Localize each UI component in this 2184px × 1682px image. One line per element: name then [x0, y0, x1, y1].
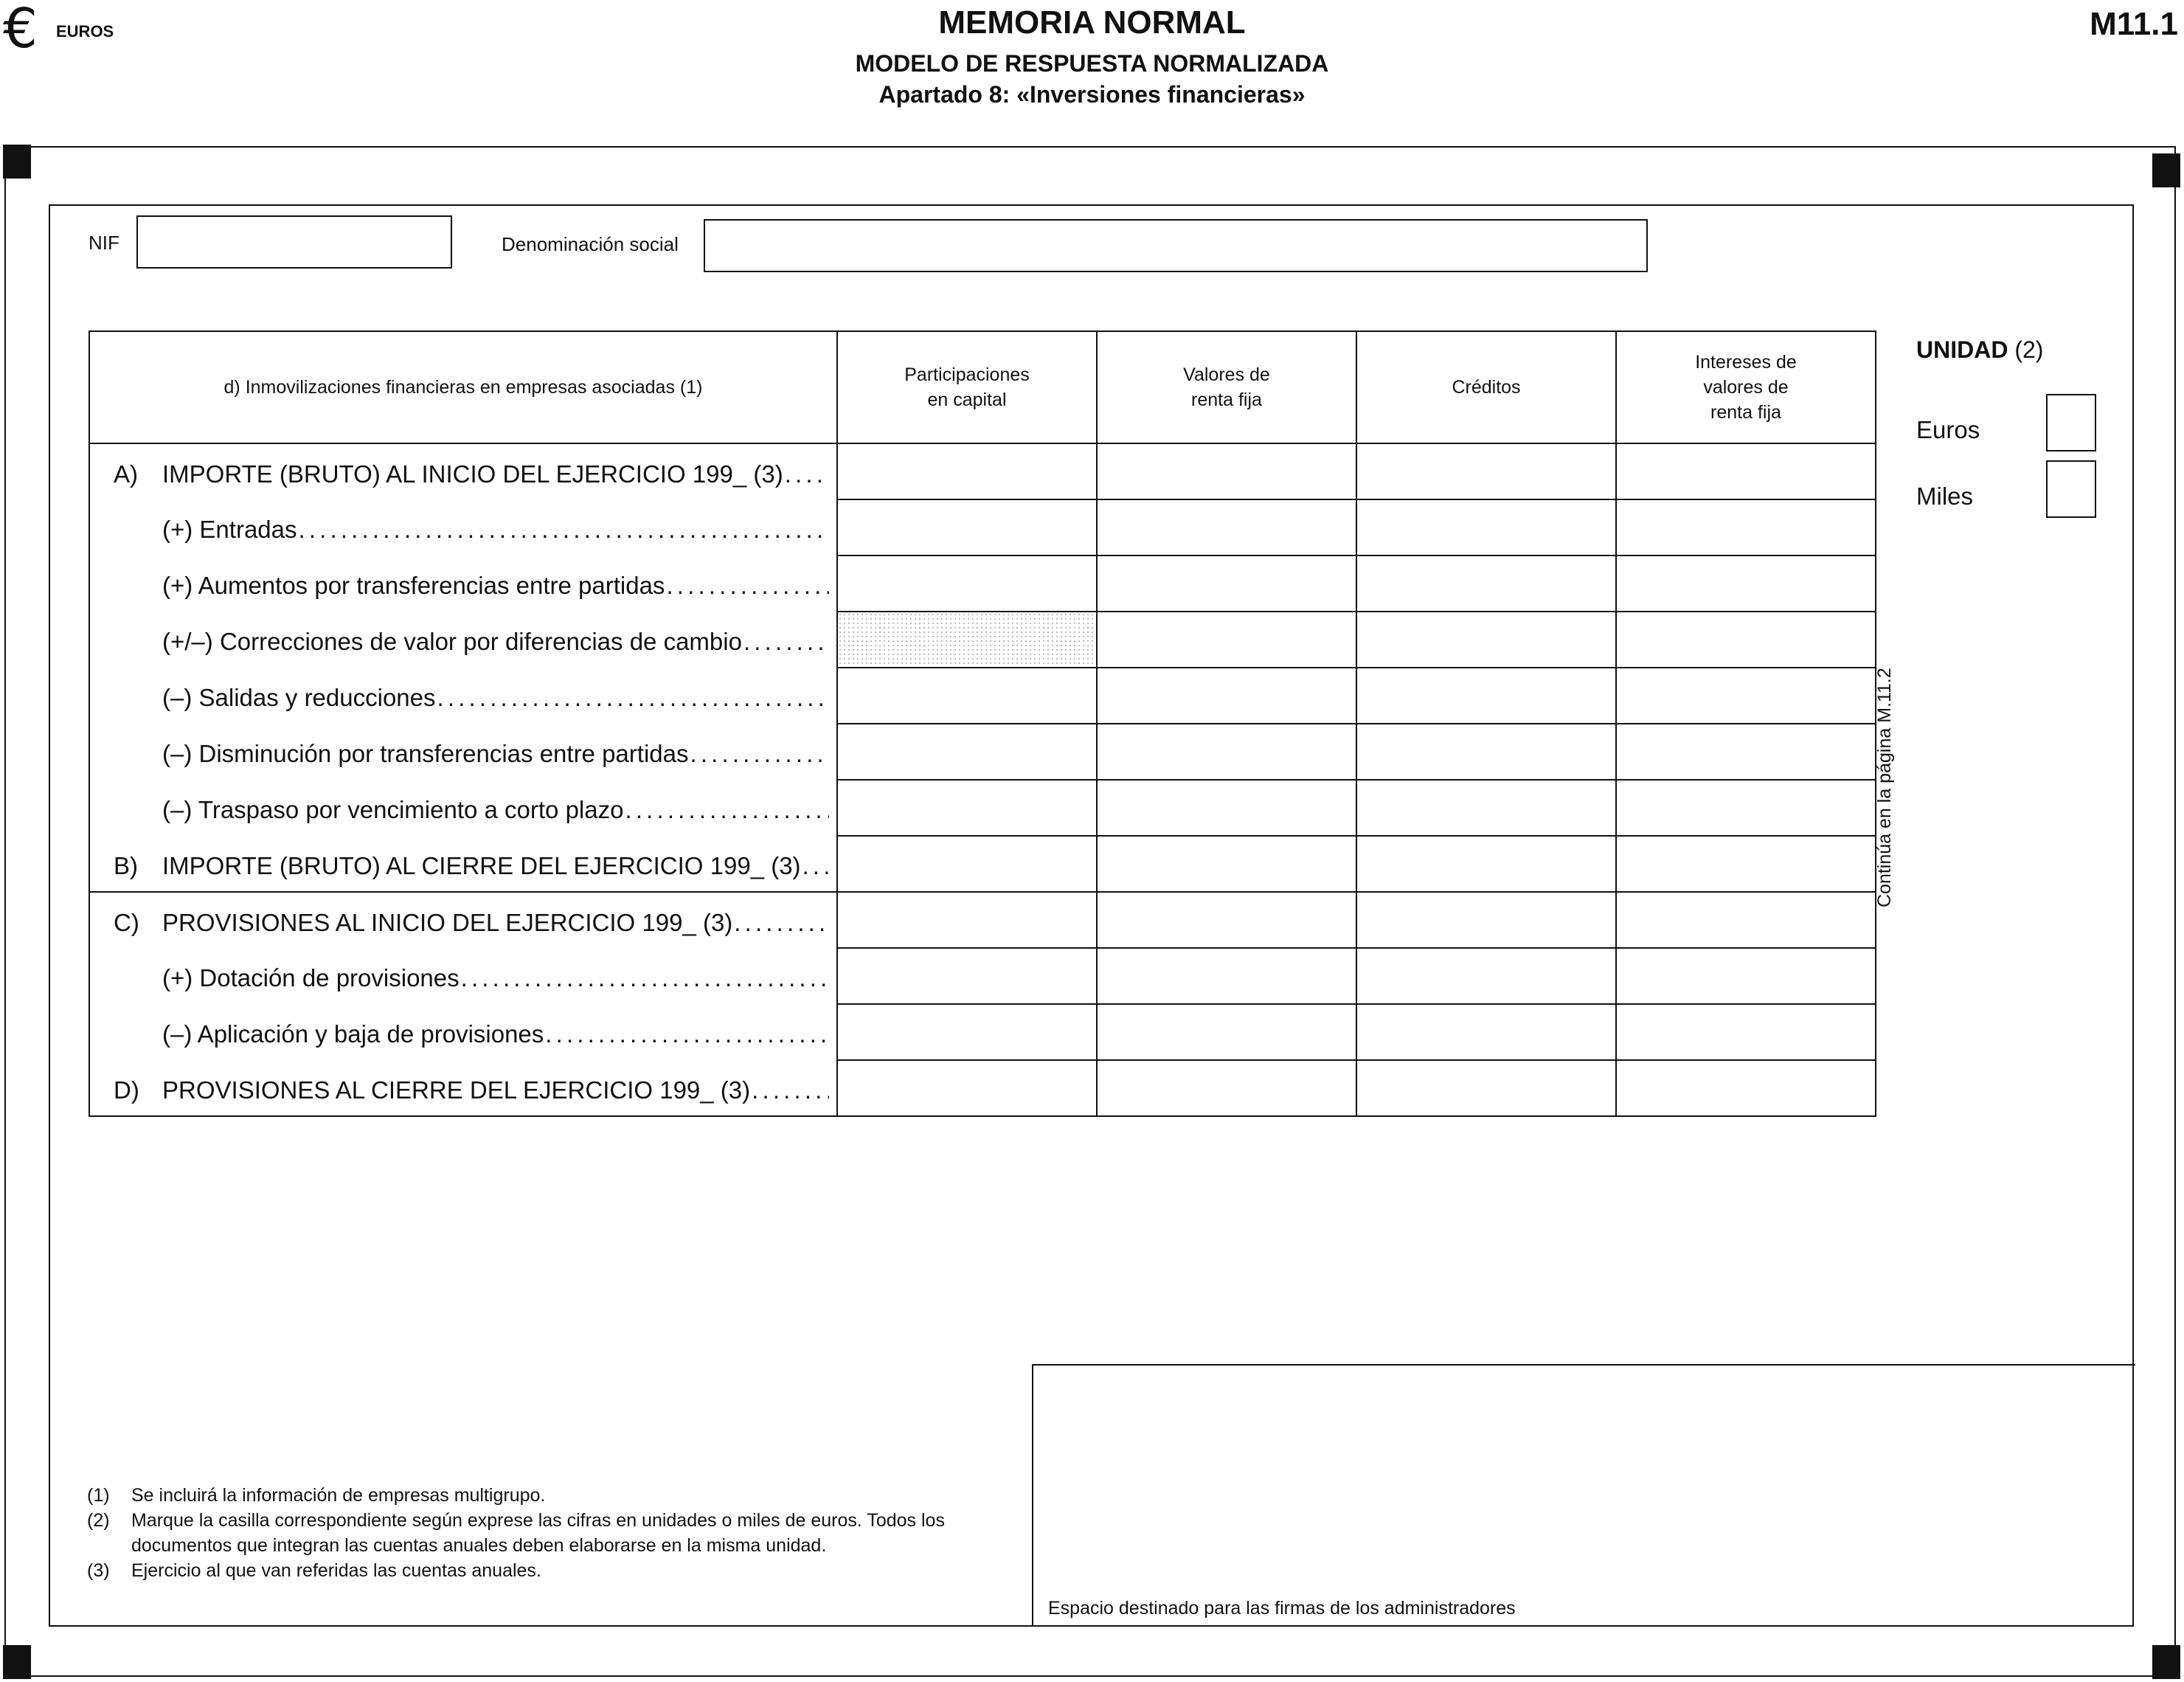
input-cell[interactable] — [1356, 668, 1616, 724]
row-label: (–) Disminución por transferencias entre partidas . . . — [89, 724, 837, 780]
row-label: (–) Salidas y reducciones . . . — [89, 668, 837, 724]
table-row — [89, 612, 1876, 668]
table-row — [89, 443, 1876, 499]
input-cell[interactable] — [1097, 499, 1356, 556]
input-cell[interactable] — [837, 1060, 1097, 1116]
input-cell[interactable] — [1097, 836, 1356, 892]
euro-icon: € — [3, 0, 38, 60]
input-cell[interactable] — [1616, 443, 1876, 499]
footnotes — [87, 1483, 1016, 1583]
input-cell[interactable] — [1616, 556, 1876, 612]
registration-mark — [2152, 1645, 2180, 1679]
col-header-valores: Valores de renta fija — [1097, 331, 1356, 443]
input-cell[interactable] — [1616, 836, 1876, 892]
table-header-row — [89, 331, 1876, 443]
input-cell[interactable] — [1097, 724, 1356, 780]
signature-box[interactable] — [1032, 1364, 2135, 1627]
input-cell[interactable] — [1356, 948, 1616, 1004]
input-cell[interactable] — [1356, 556, 1616, 612]
input-cell[interactable] — [837, 499, 1097, 556]
table-row — [89, 1060, 1876, 1116]
registration-mark — [3, 1645, 31, 1679]
row-label: C) PROVISIONES AL INICIO DEL EJERCICIO 199_ (3) . . . — [89, 892, 837, 948]
table-row — [89, 948, 1876, 1004]
investments-table — [89, 330, 1876, 1117]
table-row — [89, 499, 1876, 556]
input-cell[interactable] — [1097, 612, 1356, 668]
input-cell[interactable] — [1616, 724, 1876, 780]
nif-label: NIF — [89, 232, 119, 254]
input-cell[interactable] — [1097, 948, 1356, 1004]
input-cell[interactable] — [1097, 668, 1356, 724]
row-label: (+) Entradas . . . — [89, 499, 837, 556]
company-name-field[interactable] — [704, 219, 1648, 272]
input-cell[interactable] — [1356, 1060, 1616, 1116]
table-row — [89, 556, 1876, 612]
input-cell[interactable] — [1356, 724, 1616, 780]
input-cell[interactable] — [1097, 892, 1356, 948]
table-row — [89, 1004, 1876, 1060]
input-cell[interactable] — [1356, 780, 1616, 836]
col-header-creditos: Créditos — [1356, 331, 1616, 443]
input-cell[interactable] — [1097, 1060, 1356, 1116]
input-cell[interactable] — [837, 668, 1097, 724]
unit-miles-label: Miles — [1916, 482, 1974, 510]
col-header-description: d) Inmovilizaciones financieras en empresas asociadas (1) — [89, 331, 837, 443]
form-code: M11.1 — [2090, 6, 2178, 42]
row-label: D) PROVISIONES AL CIERRE DEL EJERCICIO 199_ (3) . . . — [89, 1060, 837, 1116]
input-cell[interactable] — [837, 1004, 1097, 1060]
input-cell[interactable] — [1616, 668, 1876, 724]
nif-field[interactable] — [136, 215, 452, 269]
table-row — [89, 892, 1876, 948]
unit-miles-checkbox[interactable] — [2046, 460, 2096, 518]
footnote: (1) Se incluirá la información de empresas multigrupo. — [87, 1485, 546, 1506]
section-title: Apartado 8: «Inversiones financieras» — [878, 81, 1306, 108]
row-label: (+) Aumentos por transferencias entre partidas . . . — [89, 556, 837, 612]
input-cell[interactable] — [1097, 556, 1356, 612]
page-title: MEMORIA NORMAL — [938, 4, 1246, 41]
input-cell[interactable] — [1356, 499, 1616, 556]
input-cell[interactable] — [1097, 1004, 1356, 1060]
row-label: (–) Aplicación y baja de provisiones . . . — [89, 1004, 837, 1060]
signature-label: Espacio destinado para las firmas de los administradores — [1048, 1598, 1516, 1619]
euro-label: EUROS — [56, 22, 114, 41]
input-cell[interactable] — [1616, 892, 1876, 948]
registration-mark — [3, 145, 31, 179]
row-label: (+/–) Correcciones de valor por diferencias de cambio . . . — [89, 612, 837, 668]
input-cell[interactable] — [1616, 1060, 1876, 1116]
input-cell[interactable] — [837, 948, 1097, 1004]
input-cell[interactable] — [1616, 612, 1876, 668]
row-label: (+) Dotación de provisiones . . . — [89, 948, 837, 1004]
input-cell[interactable] — [1616, 948, 1876, 1004]
unidad-title: UNIDAD (2) — [1916, 336, 2044, 363]
company-name-label: Denominación social — [502, 233, 679, 255]
input-cell[interactable] — [1616, 499, 1876, 556]
page-subtitle: MODELO DE RESPUESTA NORMALIZADA — [855, 50, 1329, 77]
table-row — [89, 724, 1876, 780]
input-cell[interactable] — [1616, 1004, 1876, 1060]
input-cell[interactable] — [1356, 443, 1616, 499]
input-cell[interactable] — [837, 724, 1097, 780]
table-row — [89, 836, 1876, 892]
table-row — [89, 668, 1876, 724]
input-cell[interactable] — [1616, 780, 1876, 836]
input-cell[interactable] — [837, 836, 1097, 892]
input-cell[interactable] — [1356, 612, 1616, 668]
input-cell[interactable] — [1356, 836, 1616, 892]
row-label: B) IMPORTE (BRUTO) AL CIERRE DEL EJERCICIO 199_ (3) . . . — [89, 836, 837, 892]
registration-mark — [2152, 153, 2180, 187]
row-label: (–) Traspaso por vencimiento a corto plazo . . . — [89, 780, 837, 836]
unit-euros-label: Euros — [1916, 416, 1980, 443]
footnote: (3) Ejercicio al que van referidas las cuentas anuales. — [87, 1560, 541, 1581]
input-cell[interactable] — [837, 556, 1097, 612]
table-row — [89, 780, 1876, 836]
input-cell[interactable] — [1356, 892, 1616, 948]
input-cell[interactable] — [1356, 1004, 1616, 1060]
input-cell[interactable] — [1097, 780, 1356, 836]
unit-euros-checkbox[interactable] — [2046, 394, 2096, 451]
footnote: (2) Marque la casilla correspondiente según exprese las cifras en unidades o miles de euros. Todos los documentos que integran las cuentas anuales deben elaborarse en la misma unidad. — [87, 1510, 945, 1556]
input-cell[interactable] — [837, 443, 1097, 499]
col-header-intereses: Intereses de valores de renta fija — [1616, 331, 1876, 443]
input-cell[interactable] — [837, 780, 1097, 836]
row-label: A) IMPORTE (BRUTO) AL INICIO DEL EJERCICIO 199_ (3) . . . — [89, 443, 837, 499]
input-cell[interactable] — [837, 892, 1097, 948]
shaded-cell — [837, 612, 1097, 668]
col-header-participaciones: Participaciones en capital — [837, 331, 1097, 443]
input-cell[interactable] — [1097, 443, 1356, 499]
